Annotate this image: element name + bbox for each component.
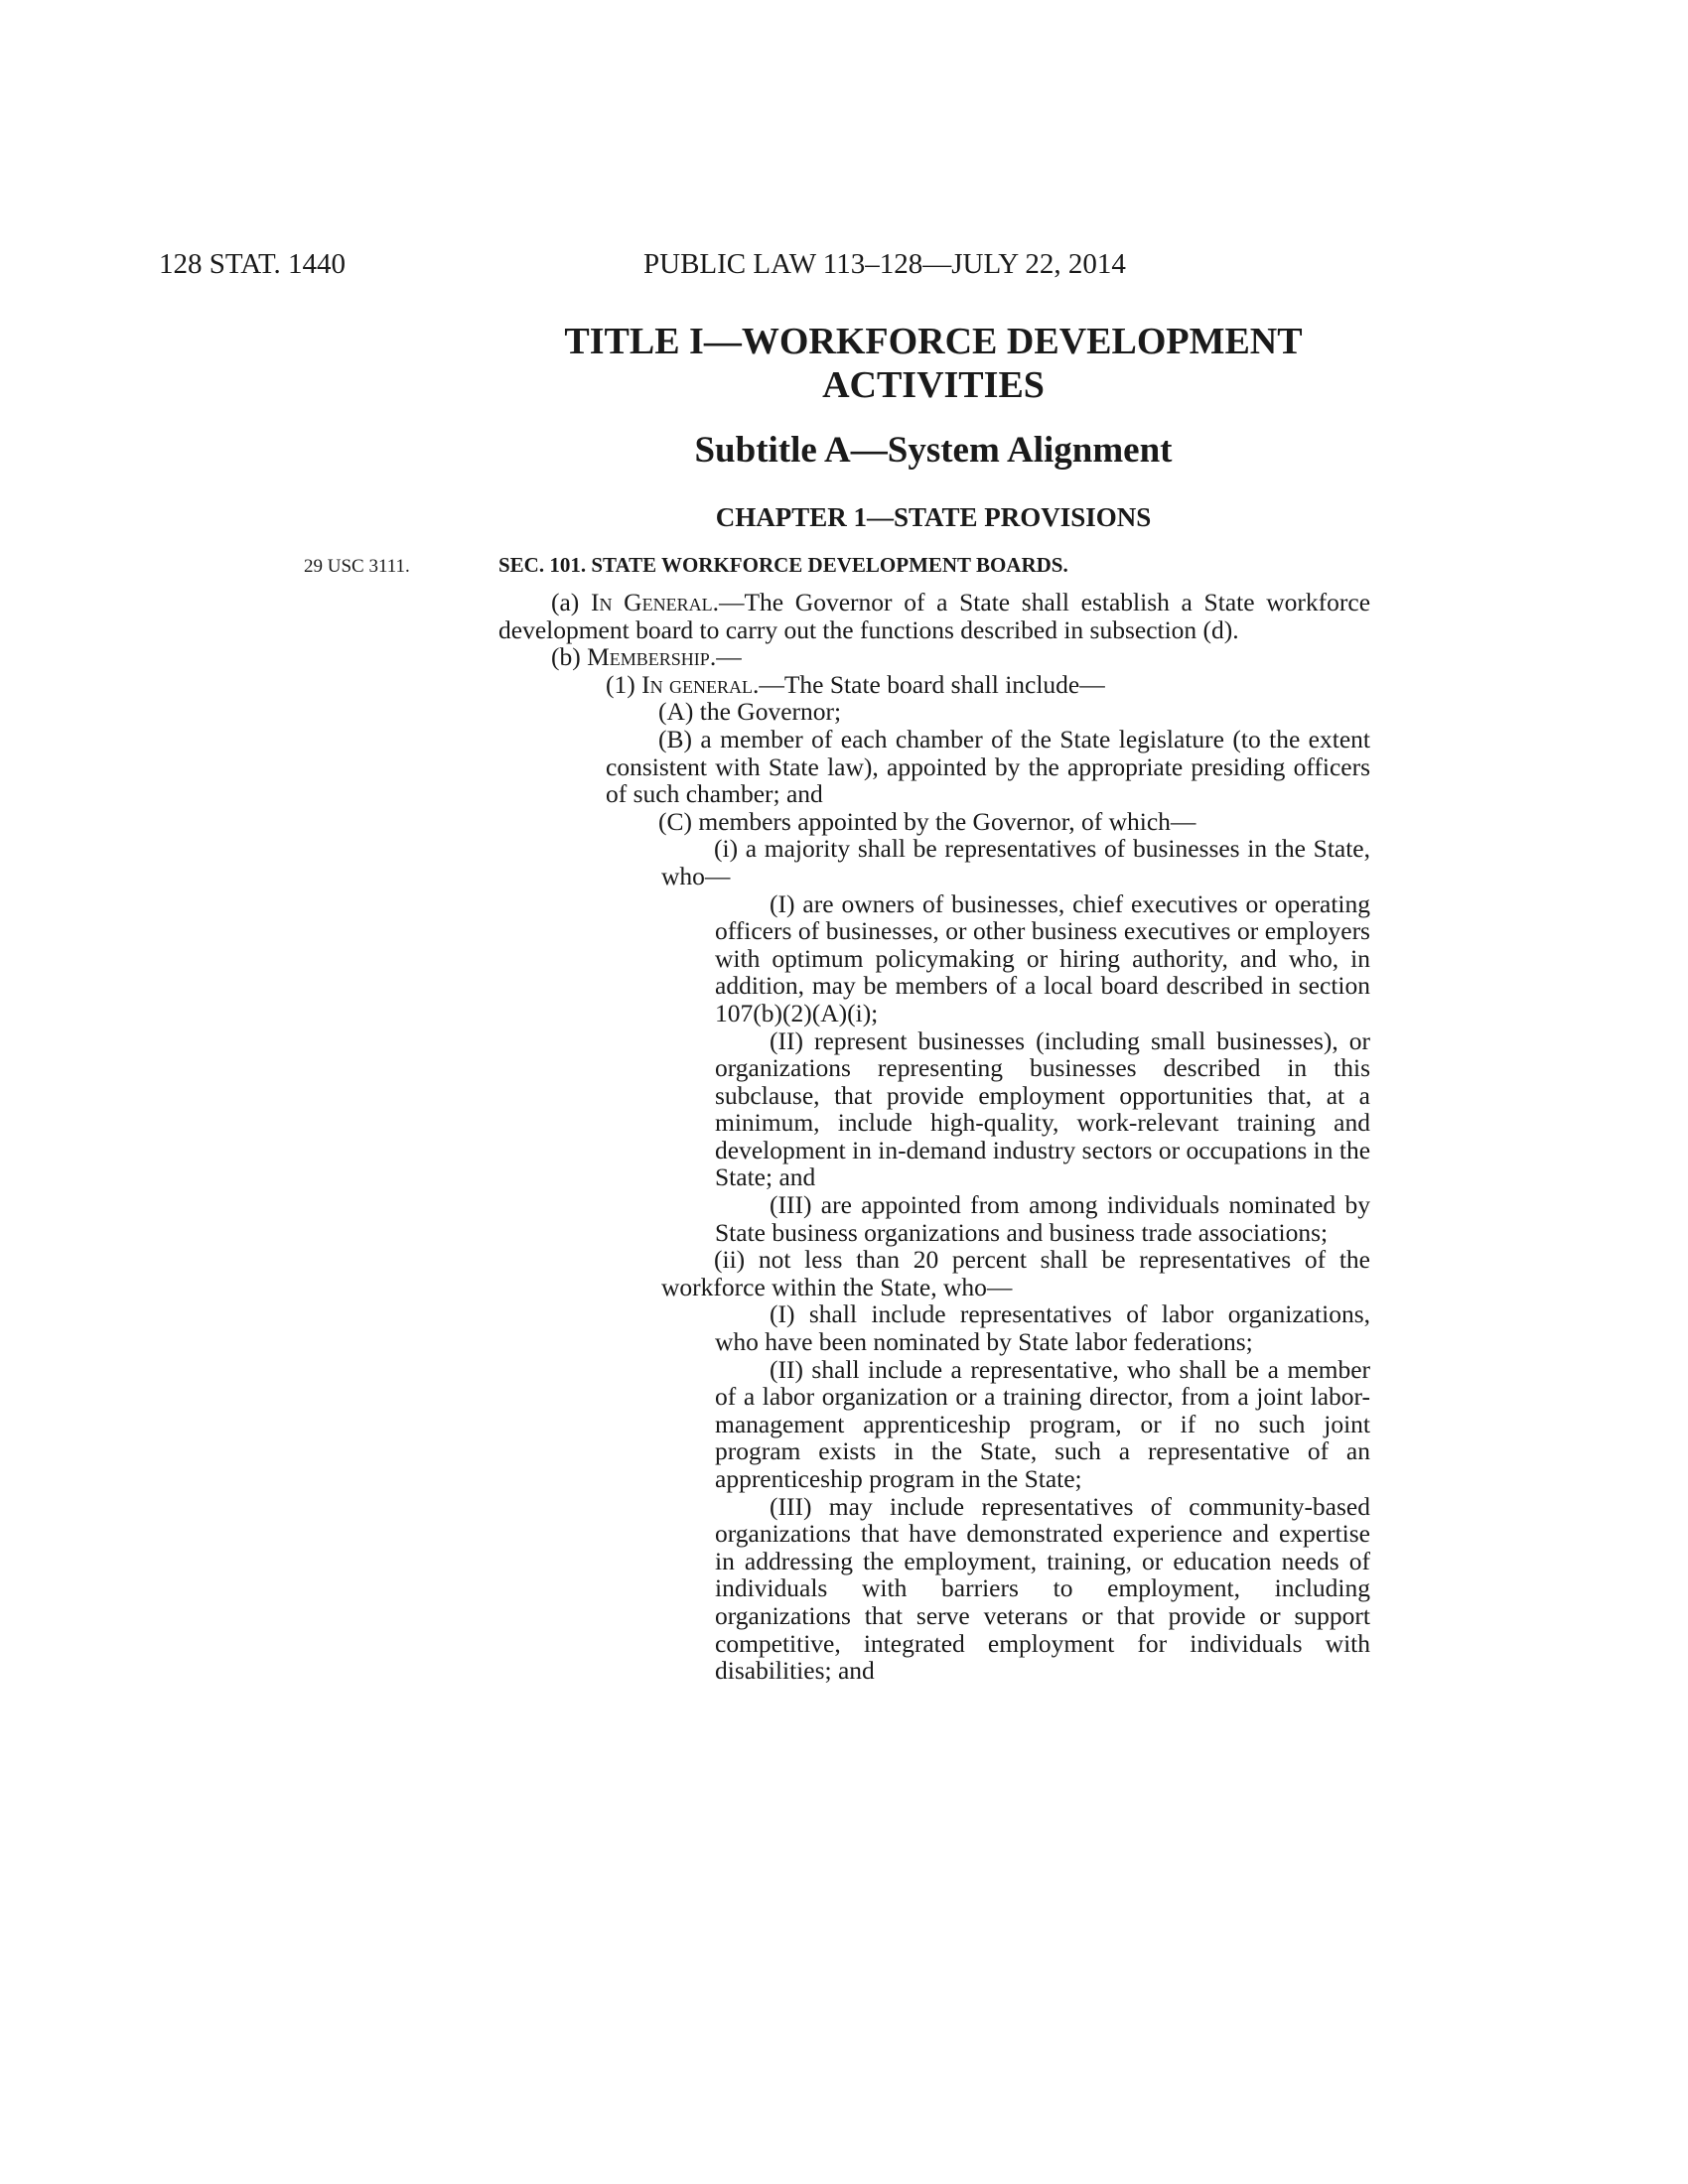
subsection-b-heading: Membership [587, 642, 710, 672]
title-heading [496, 320, 1370, 407]
subclause-i-II: (II) represent businesses (including small businesses), or organizations representing businesses described in this subclause, that provide employment opportunities that, at a minimum, include high-quality, work-relevant training and development in in-demand industry sectors or occupations in the State; and [715, 1025, 1371, 1192]
section-heading: SEC. 101. STATE WORKFORCE DEVELOPMENT BOARDS. [498, 553, 1068, 577]
subparagraph-C: (C) members appointed by the Governor, of which— [658, 806, 1196, 836]
public-law-citation: PUBLIC LAW 113–128—JULY 22, 2014 [643, 248, 1126, 280]
subparagraph-B: (B) a member of each chamber of the State legislature (to the extent consistent with State law), appointed by the appropriate presiding officers of such chamber; and [606, 724, 1370, 809]
title-line-2: ACTIVITIES [822, 364, 1045, 406]
paragraph-b1-label: (1) [606, 669, 642, 699]
title-line-1: TITLE I—WORKFORCE DEVELOPMENT [564, 321, 1303, 362]
subsection-b-label: (b) [551, 642, 588, 672]
subtitle-heading: Subtitle A—System Alignment [694, 430, 1173, 471]
subclause-ii-II: (II) shall include a representative, who shall be a member of a labor organization or a training director, from a joint labor-management apprenticeship program, or if no such joint program exists in the State, such a representative of an apprenticeship program in the State; [715, 1354, 1370, 1493]
paragraph-b1-heading: In general [641, 669, 753, 699]
subclause-ii-I: (I) shall include representatives of labor organizations, who have been nominated by State labor federations; [715, 1299, 1370, 1357]
subsection-b [498, 643, 1370, 671]
paragraph-b1 [498, 671, 1370, 699]
subsection-a-label: (a) [551, 588, 591, 616]
subparagraph-A: (A) the Governor; [658, 697, 842, 727]
clause-i: (i) a majority shall be representatives of businesses in the State, who— [661, 834, 1370, 890]
subclause-i-III: (III) are appointed from among individuals nominated by State business organizations and business trade associations; [715, 1190, 1370, 1247]
clause-ii: (ii) not less than 20 percent shall be representatives of the workforce within the State, who— [661, 1245, 1370, 1301]
chapter-heading: CHAPTER 1—STATE PROVISIONS [715, 502, 1152, 532]
running-head [159, 248, 1380, 288]
paragraph-b1-text: .—The State board shall include— [752, 669, 1105, 699]
subsection-a-heading: In General [591, 588, 713, 616]
section-body [0, 589, 1688, 1685]
statute-page-number: 128 STAT. 1440 [159, 248, 347, 280]
subclause-ii-III: (III) may include representatives of community-based organizations that have demonstrated experience and expertise in addressing the employment, training, or education needs of individuals with barriers to employment, including organizations that serve veterans or that provide or support competitive, integrated employment for individuals with disabilities; and [715, 1491, 1370, 1686]
usc-margin-note: 29 USC 3111. [304, 556, 410, 577]
subsection-a-text: .—The Governor of a State shall establish a State workforce development board to carry out the functions described in subsection (d). [498, 588, 1371, 644]
subclause-i-I: (I) are owners of businesses, chief executives or operating officers of businesses, or other business executives or employers with optimum policymaking or hiring authority, and who, in addition, may be members of a local board described in section 107(b)(2)(A)(i); [715, 888, 1370, 1027]
subsection-a [498, 589, 1370, 643]
subsection-b-text: .— [709, 642, 742, 672]
